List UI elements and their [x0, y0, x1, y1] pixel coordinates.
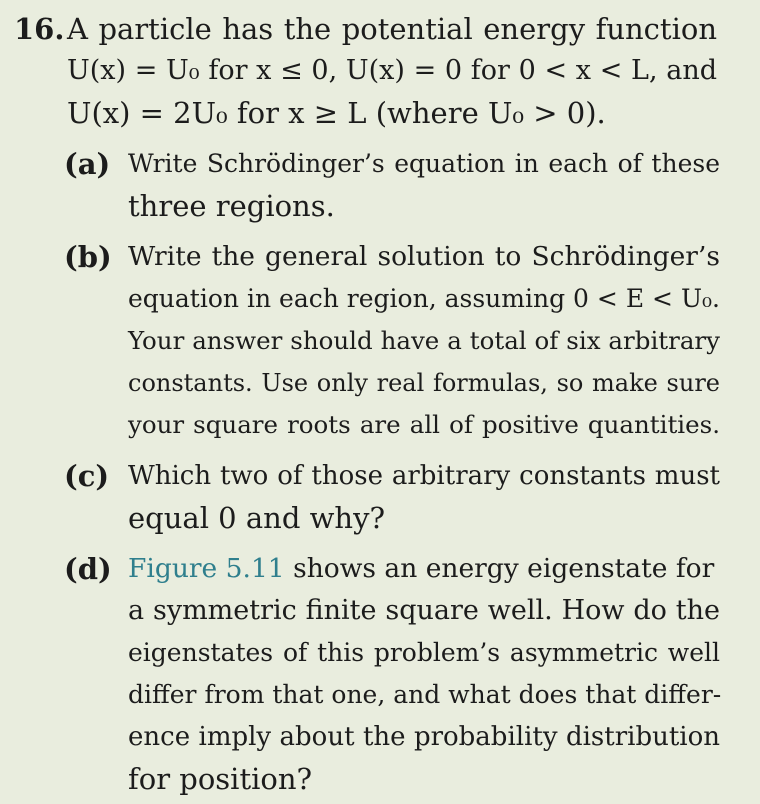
part-d-label: (d): [64, 552, 112, 586]
part-c-line-1: Which two of those arbitrary constants must: [128, 461, 720, 491]
part-b-line-3: Your answer should have a total of six arbitrary: [128, 326, 720, 355]
part-d-line-1: [128, 548, 720, 590]
part-c-label: (c): [64, 459, 110, 493]
problem-number: 16.: [14, 12, 65, 46]
figure-5-11-link[interactable]: Figure 5.11: [128, 553, 285, 584]
part-b-label: (b): [64, 240, 112, 274]
problem-stem-line-3: U(x) = 2U₀ for x ≥ L (where U₀ > 0).: [67, 96, 606, 130]
part-a-line-1: Write Schrödinger’s equation in each of these: [128, 149, 720, 178]
part-b-line-5: your square roots are all of positive quantities.: [128, 410, 720, 439]
part-d-line-3: eigenstates of this problem’s asymmetric well: [128, 638, 720, 667]
part-d-line-4: differ from that one, and what does that differ-: [128, 680, 722, 709]
part-a-line-2: three regions.: [128, 189, 335, 223]
part-b-line-2: equation in each region, assuming 0 < E < U₀.: [128, 284, 720, 313]
part-b-line-4: constants. Use only real formulas, so make sure: [128, 369, 720, 397]
part-b-line-1: Write the general solution to Schrödinger’s: [128, 241, 720, 272]
problem-stem-line-2: U(x) = U₀ for x ≤ 0, U(x) = 0 for 0 < x < L, and: [67, 55, 717, 86]
part-d-line-1-rest: shows an energy eigenstate for: [284, 553, 715, 584]
part-d-line-5: ence imply about the probability distribution: [128, 722, 720, 752]
part-d-line-2: a symmetric finite square well. How do the: [128, 595, 720, 626]
part-a-label: (a): [64, 147, 111, 181]
part-d-line-6: for position?: [128, 762, 313, 796]
part-c-line-2: equal 0 and why?: [128, 501, 386, 535]
problem-stem-line-1: A particle has the potential energy function: [67, 12, 717, 46]
